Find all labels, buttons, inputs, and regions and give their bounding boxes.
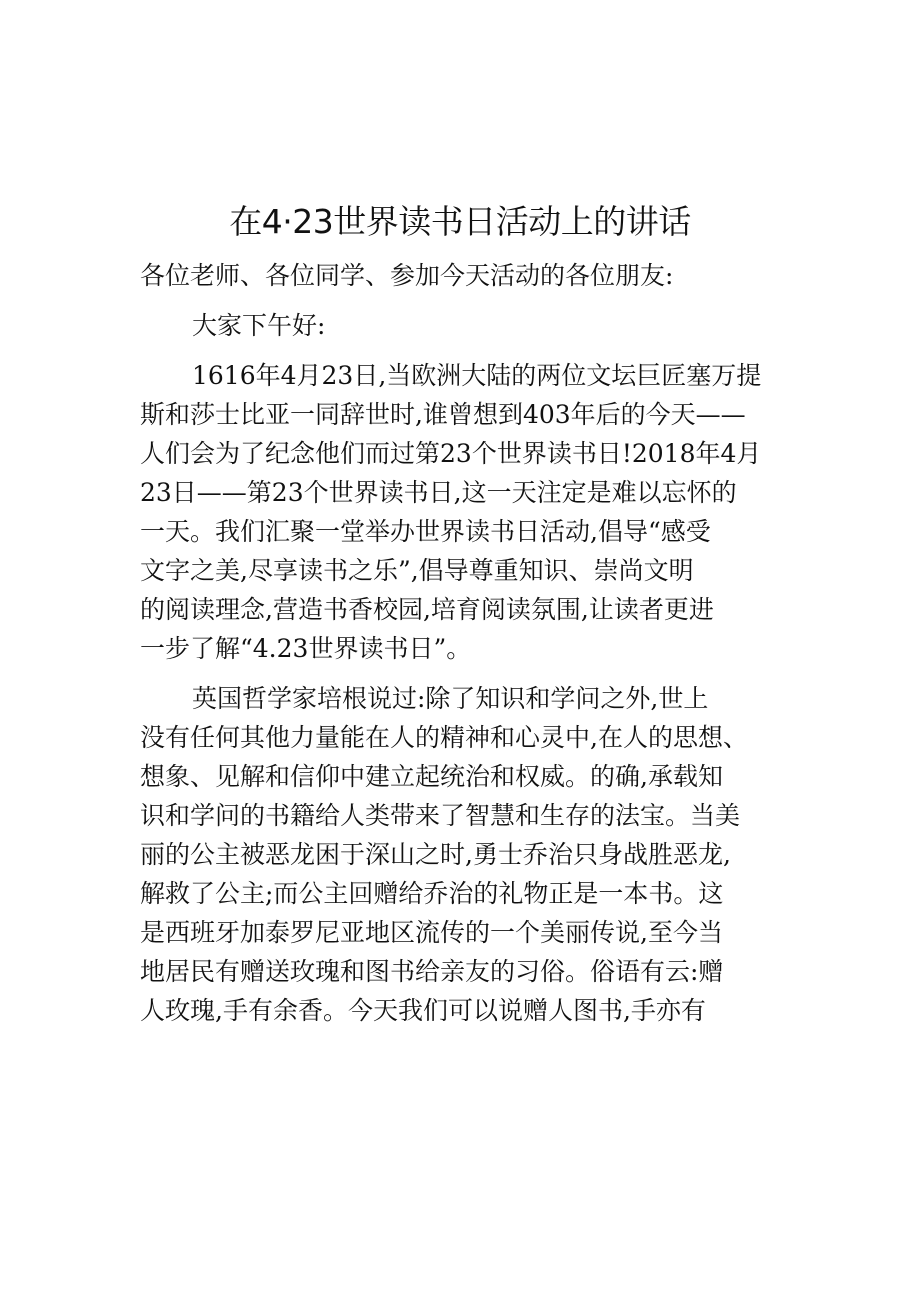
paragraph-line: 1616年4月23日,当欧洲大陆的两位文坛巨匠塞万提: [192, 361, 762, 390]
paragraph-line: 文字之美,尽享读书之乐”,倡导尊重知识、崇尚文明: [140, 556, 694, 585]
document-title: 在4·23世界读书日活动上的讲话: [229, 202, 691, 241]
paragraph-line: 人玫瑰,手有余香。今天我们可以说赠人图书,手亦有: [140, 996, 706, 1025]
paragraph-line: 23日——第23个世界读书日,这一天注定是难以忘怀的: [140, 478, 737, 507]
paragraph-line: 地居民有赠送玫瑰和图书给亲友的习俗。俗语有云:赠: [140, 957, 724, 986]
paragraph-line: 的阅读理念,营造书香校园,培育阅读氛围,让读者更进: [140, 595, 714, 624]
paragraph-line: 人们会为了纪念他们而过第23个世界读书日!2018年4月: [140, 439, 762, 468]
paragraph-line: 英国哲学家培根说过:除了知识和学问之外,世上: [192, 684, 709, 713]
paragraph-line: 丽的公主被恶龙困于深山之时,勇士乔治只身战胜恶龙,: [140, 840, 731, 869]
paragraph-line: 想象、见解和信仰中建立起统治和权威。的确,承载知: [140, 762, 723, 791]
paragraph-line: 斯和莎士比亚一同辞世时,谁曾想到403年后的今天——: [140, 400, 746, 429]
paragraph-line: 解救了公主;而公主回赠给乔治的礼物正是一本书。这: [140, 879, 724, 908]
paragraph-1: [140, 356, 790, 668]
paragraph-line: 一步了解“4.23世界读书日”。: [140, 634, 472, 663]
paragraph-line: 是西班牙加泰罗尼亚地区流传的一个美丽传说,至今当: [140, 918, 723, 947]
salutation: 各位老师、各位同学、参加今天活动的各位朋友:: [140, 261, 674, 290]
paragraph-line: 没有任何其他力量能在人的精神和心灵中,在人的思想、: [140, 723, 748, 752]
paragraph-line: 一天。我们汇聚一堂举办世界读书日活动,倡导“感受: [140, 517, 711, 546]
greeting: 大家下午好:: [192, 311, 326, 340]
paragraph-line: 识和学问的书籍给人类带来了智慧和生存的法宝。当美: [140, 801, 741, 830]
document-body: [140, 256, 790, 1030]
paragraph-2: [140, 679, 790, 1030]
